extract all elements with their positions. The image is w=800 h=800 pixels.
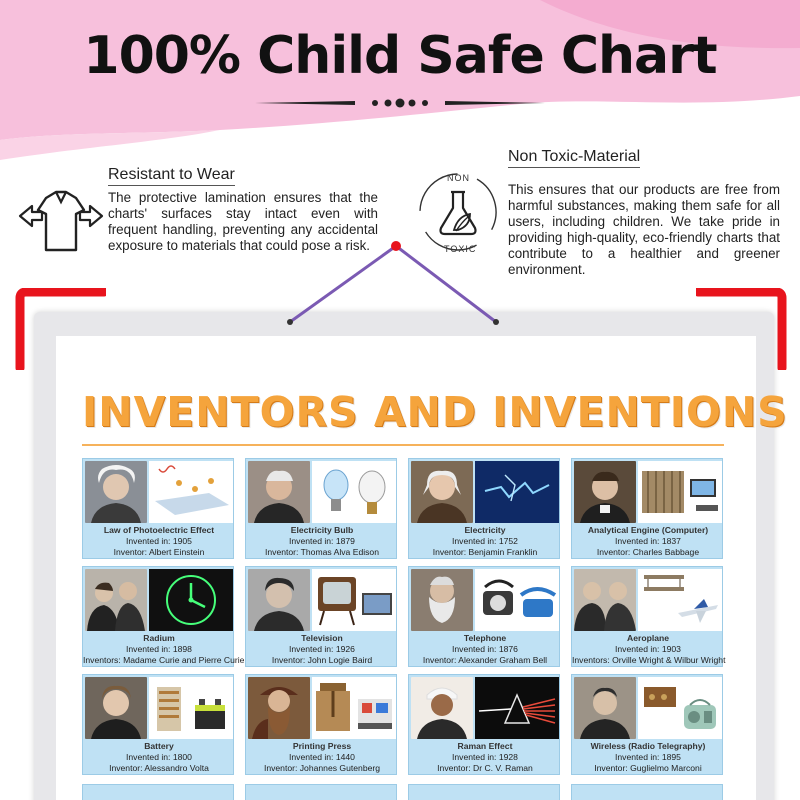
- invention-image: [475, 461, 559, 523]
- headline: 100% Child Safe Chart: [83, 26, 717, 86]
- invention-card-partial: [245, 784, 397, 800]
- invention-card: [82, 674, 234, 775]
- invention-card: [571, 674, 723, 775]
- invention-year: Invented in: 1879: [289, 536, 355, 546]
- invention-card-partial: [571, 784, 723, 800]
- portrait-image: [85, 461, 147, 523]
- inventor-name: Inventor: Benjamin Franklin: [432, 547, 538, 557]
- portrait-image: [85, 569, 147, 631]
- invention-name: Printing Press: [292, 741, 352, 751]
- invention-year: Invented in: 1876: [452, 644, 518, 654]
- invention-image: [149, 461, 233, 523]
- invention-name: Electricity: [464, 525, 506, 535]
- invention-card: [408, 458, 560, 559]
- inventor-name: Inventors: Orville Wright & Wilbur Wright: [572, 655, 726, 665]
- invention-card: [245, 674, 397, 775]
- invention-card-partial: [408, 784, 560, 800]
- invention-name: Battery: [144, 741, 174, 751]
- invention-card: [245, 566, 397, 667]
- invention-image: [312, 677, 396, 739]
- inventor-name: Inventor: Thomas Alva Edison: [264, 547, 379, 557]
- invention-name: Analytical Engine (Computer): [587, 525, 709, 535]
- inventor-name: Inventor: Charles Babbage: [596, 547, 700, 557]
- invention-name: Law of Photoelectric Effect: [103, 525, 215, 535]
- inventor-name: Inventor: Guglielmo Marconi: [594, 763, 702, 773]
- inventor-name: Inventor: Alexander Graham Bell: [422, 655, 548, 665]
- portrait-image: [574, 677, 636, 739]
- chart-title-rule: [82, 444, 724, 446]
- inventor-name: Inventors: Madame Curie and Pierre Curie: [83, 655, 245, 665]
- portrait-image: [411, 461, 473, 523]
- invention-card: [82, 458, 234, 559]
- inventor-name: Inventor: Johannes Gutenberg: [263, 763, 381, 773]
- invention-name: Television: [301, 633, 343, 643]
- invention-year: Invented in: 1440: [289, 752, 355, 762]
- inventor-name: Inventor: Alessandro Volta: [109, 763, 209, 773]
- badge-top-text: NON: [447, 173, 470, 183]
- invention-card: [245, 458, 397, 559]
- non-toxic-title: Non Toxic-Material: [508, 148, 640, 168]
- invention-card: [408, 674, 560, 775]
- inventor-name: Inventor: Albert Einstein: [113, 547, 205, 557]
- badge-bottom-text: TOXIC: [444, 244, 477, 254]
- invention-card: [408, 566, 560, 667]
- invention-year: Invented in: 1800: [126, 752, 192, 762]
- invention-image: [638, 461, 722, 523]
- invention-name: Aeroplane: [626, 633, 670, 643]
- portrait-image: [248, 677, 310, 739]
- portrait-image: [574, 569, 636, 631]
- invention-year: Invented in: 1928: [452, 752, 518, 762]
- invention-image: [475, 569, 559, 631]
- invention-year: Invented in: 1905: [126, 536, 192, 546]
- portrait-image: [248, 569, 310, 631]
- wear-resistance-title: Resistant to Wear: [108, 166, 235, 186]
- invention-card: [571, 458, 723, 559]
- invention-image: [149, 569, 233, 631]
- non-toxic-text: This ensures that our products are free from harmful substances, making them safe for all users, including children. We take pride in providing high-quality, eco-friendly charts that contribute to a healthier and greener environment.: [508, 182, 780, 277]
- portrait-image: [411, 677, 473, 739]
- chart-title: INVENTORS AND INVENTIONS: [82, 388, 788, 436]
- invention-year: Invented in: 1898: [126, 644, 192, 654]
- portrait-image: [85, 677, 147, 739]
- portrait-image: [574, 461, 636, 523]
- invention-card-partial: [82, 784, 234, 800]
- inventor-name: Inventor: Dr C. V. Raman: [437, 763, 533, 773]
- invention-image: [475, 677, 559, 739]
- invention-year: Invented in: 1752: [452, 536, 518, 546]
- invention-image: [312, 569, 396, 631]
- invention-image: [638, 677, 722, 739]
- invention-card: [82, 566, 245, 667]
- invention-year: Invented in: 1837: [615, 536, 681, 546]
- inventor-name: Inventor: John Logie Baird: [271, 655, 373, 665]
- invention-card: [571, 566, 726, 667]
- invention-name: Radium: [143, 633, 175, 643]
- invention-year: Invented in: 1895: [615, 752, 681, 762]
- invention-year: Invented in: 1903: [615, 644, 681, 654]
- invention-name: Wireless (Radio Telegraphy): [590, 741, 706, 751]
- invention-year: Invented in: 1926: [289, 644, 355, 654]
- invention-name: Electricity Bulb: [290, 525, 354, 535]
- portrait-image: [248, 461, 310, 523]
- invention-image: [312, 461, 396, 523]
- invention-image: [638, 569, 722, 631]
- invention-name: Raman Effect: [457, 741, 513, 751]
- portrait-image: [411, 569, 473, 631]
- invention-image: [149, 677, 233, 739]
- wear-resistance-text: The protective lamination ensures that the charts' surfaces stay intact even with frequent handling, preventing any accidental exposure to materials that could pose a risk.: [108, 190, 378, 253]
- invention-name: Telephone: [463, 633, 507, 643]
